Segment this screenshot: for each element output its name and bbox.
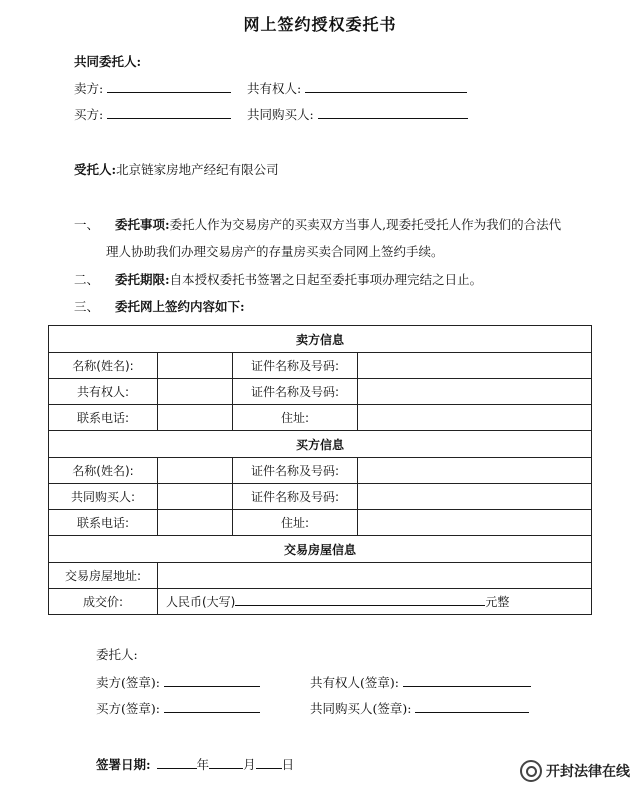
- seller-id-cell[interactable]: [358, 353, 592, 379]
- agent-line: [74, 160, 279, 178]
- seller-id-label: 证件名称及号码:: [233, 353, 358, 379]
- buyer-phone-label: 联系电话:: [49, 510, 158, 536]
- agent-value: 北京链家房地产经纪有限公司: [116, 162, 279, 177]
- document-title: 网上签约授权委托书: [243, 15, 397, 34]
- table-row: [49, 458, 592, 484]
- buyer-co-buyer-id-cell[interactable]: [358, 484, 592, 510]
- property-address-label: 交易房屋地址:: [49, 563, 158, 589]
- price-blank: [235, 593, 485, 606]
- buyer-id-label: 证件名称及号码:: [233, 458, 358, 484]
- buyer-name-cell[interactable]: [158, 458, 233, 484]
- table-row: [49, 353, 592, 379]
- seller-blank: [107, 79, 231, 93]
- buyer-blank: [107, 105, 231, 119]
- property-address-cell[interactable]: [158, 563, 592, 589]
- buyer-label: 买方:: [74, 105, 231, 123]
- table-row: [49, 431, 592, 458]
- table-row: [49, 379, 592, 405]
- table-row: [49, 589, 592, 615]
- seller-address-cell[interactable]: [358, 405, 592, 431]
- property-info-header: 交易房屋信息: [49, 536, 592, 563]
- table-row: [49, 405, 592, 431]
- buyer-co-buyer-cell[interactable]: [158, 484, 233, 510]
- co-buyer-label: 共同购买人:: [247, 105, 468, 123]
- seller-name-cell[interactable]: [158, 353, 233, 379]
- seller-info-header: 卖方信息: [49, 326, 592, 353]
- seller-phone-label: 联系电话:: [49, 405, 158, 431]
- co-owner-blank: [305, 79, 467, 93]
- buyer-phone-cell[interactable]: [158, 510, 233, 536]
- co-buyer-blank: [318, 105, 468, 119]
- buyer-sign: 买方(签章):: [96, 699, 260, 717]
- buyer-sign-blank: [164, 699, 260, 713]
- seller-co-owner-cell[interactable]: [158, 379, 233, 405]
- seller-label: 卖方:: [74, 79, 231, 97]
- seller-phone-cell[interactable]: [158, 405, 233, 431]
- price-prefix: 人民币(大写): [166, 595, 236, 609]
- seller-address-label: 住址:: [233, 405, 358, 431]
- sign-date: 签署日期: 年 月 日: [96, 757, 295, 772]
- agent-label: 受托人:: [74, 162, 117, 177]
- info-table: [48, 325, 592, 615]
- buyer-name-label: 名称(姓名):: [49, 458, 158, 484]
- seller-co-owner-label: 共有权人:: [49, 379, 158, 405]
- seller-co-owner-id-cell[interactable]: [358, 379, 592, 405]
- watermark-text: 开封法律在线: [546, 764, 630, 780]
- item-2: 二、 委托期限:自本授权委托书签署之日起至委托事项办理完结之日止。: [74, 272, 483, 287]
- item-1-cont: 理人协助我们办理交易房产的存量房买卖合同网上签约手续。: [106, 244, 444, 259]
- buyer-id-cell[interactable]: [358, 458, 592, 484]
- co-owner-label: 共有权人:: [247, 79, 467, 97]
- buyer-address-label: 住址:: [233, 510, 358, 536]
- table-row: [49, 484, 592, 510]
- price-cell[interactable]: [158, 589, 592, 615]
- table-row: [49, 326, 592, 353]
- buyer-info-header: 买方信息: [49, 431, 592, 458]
- co-buyer-sign: 共同购买人(签章):: [310, 699, 529, 717]
- principal-heading: 共同委托人:: [74, 54, 142, 69]
- item-3: 三、 委托网上签约内容如下:: [74, 299, 245, 314]
- table-row: [49, 563, 592, 589]
- seller-co-owner-id-label: 证件名称及号码:: [233, 379, 358, 405]
- co-owner-sign-blank: [403, 673, 531, 687]
- buyer-co-buyer-id-label: 证件名称及号码:: [233, 484, 358, 510]
- price-label: 成交价:: [49, 589, 158, 615]
- table-row: [49, 536, 592, 563]
- signature-heading: 委托人:: [96, 647, 138, 662]
- seller-sign-blank: [164, 673, 260, 687]
- table-row: [49, 510, 592, 536]
- price-suffix: 元整: [485, 595, 510, 609]
- buyer-co-buyer-label: 共同购买人:: [49, 484, 158, 510]
- buyer-address-cell[interactable]: [358, 510, 592, 536]
- co-buyer-sign-blank: [415, 699, 529, 713]
- wechat-icon: [520, 760, 542, 782]
- item-1: 一、 委托事项:委托人作为交易房产的买卖双方当事人,现委托受托人作为我们的合法代: [74, 217, 562, 232]
- seller-sign: 卖方(签章):: [96, 673, 260, 691]
- seller-name-label: 名称(姓名):: [49, 353, 158, 379]
- co-owner-sign: 共有权人(签章):: [310, 673, 531, 691]
